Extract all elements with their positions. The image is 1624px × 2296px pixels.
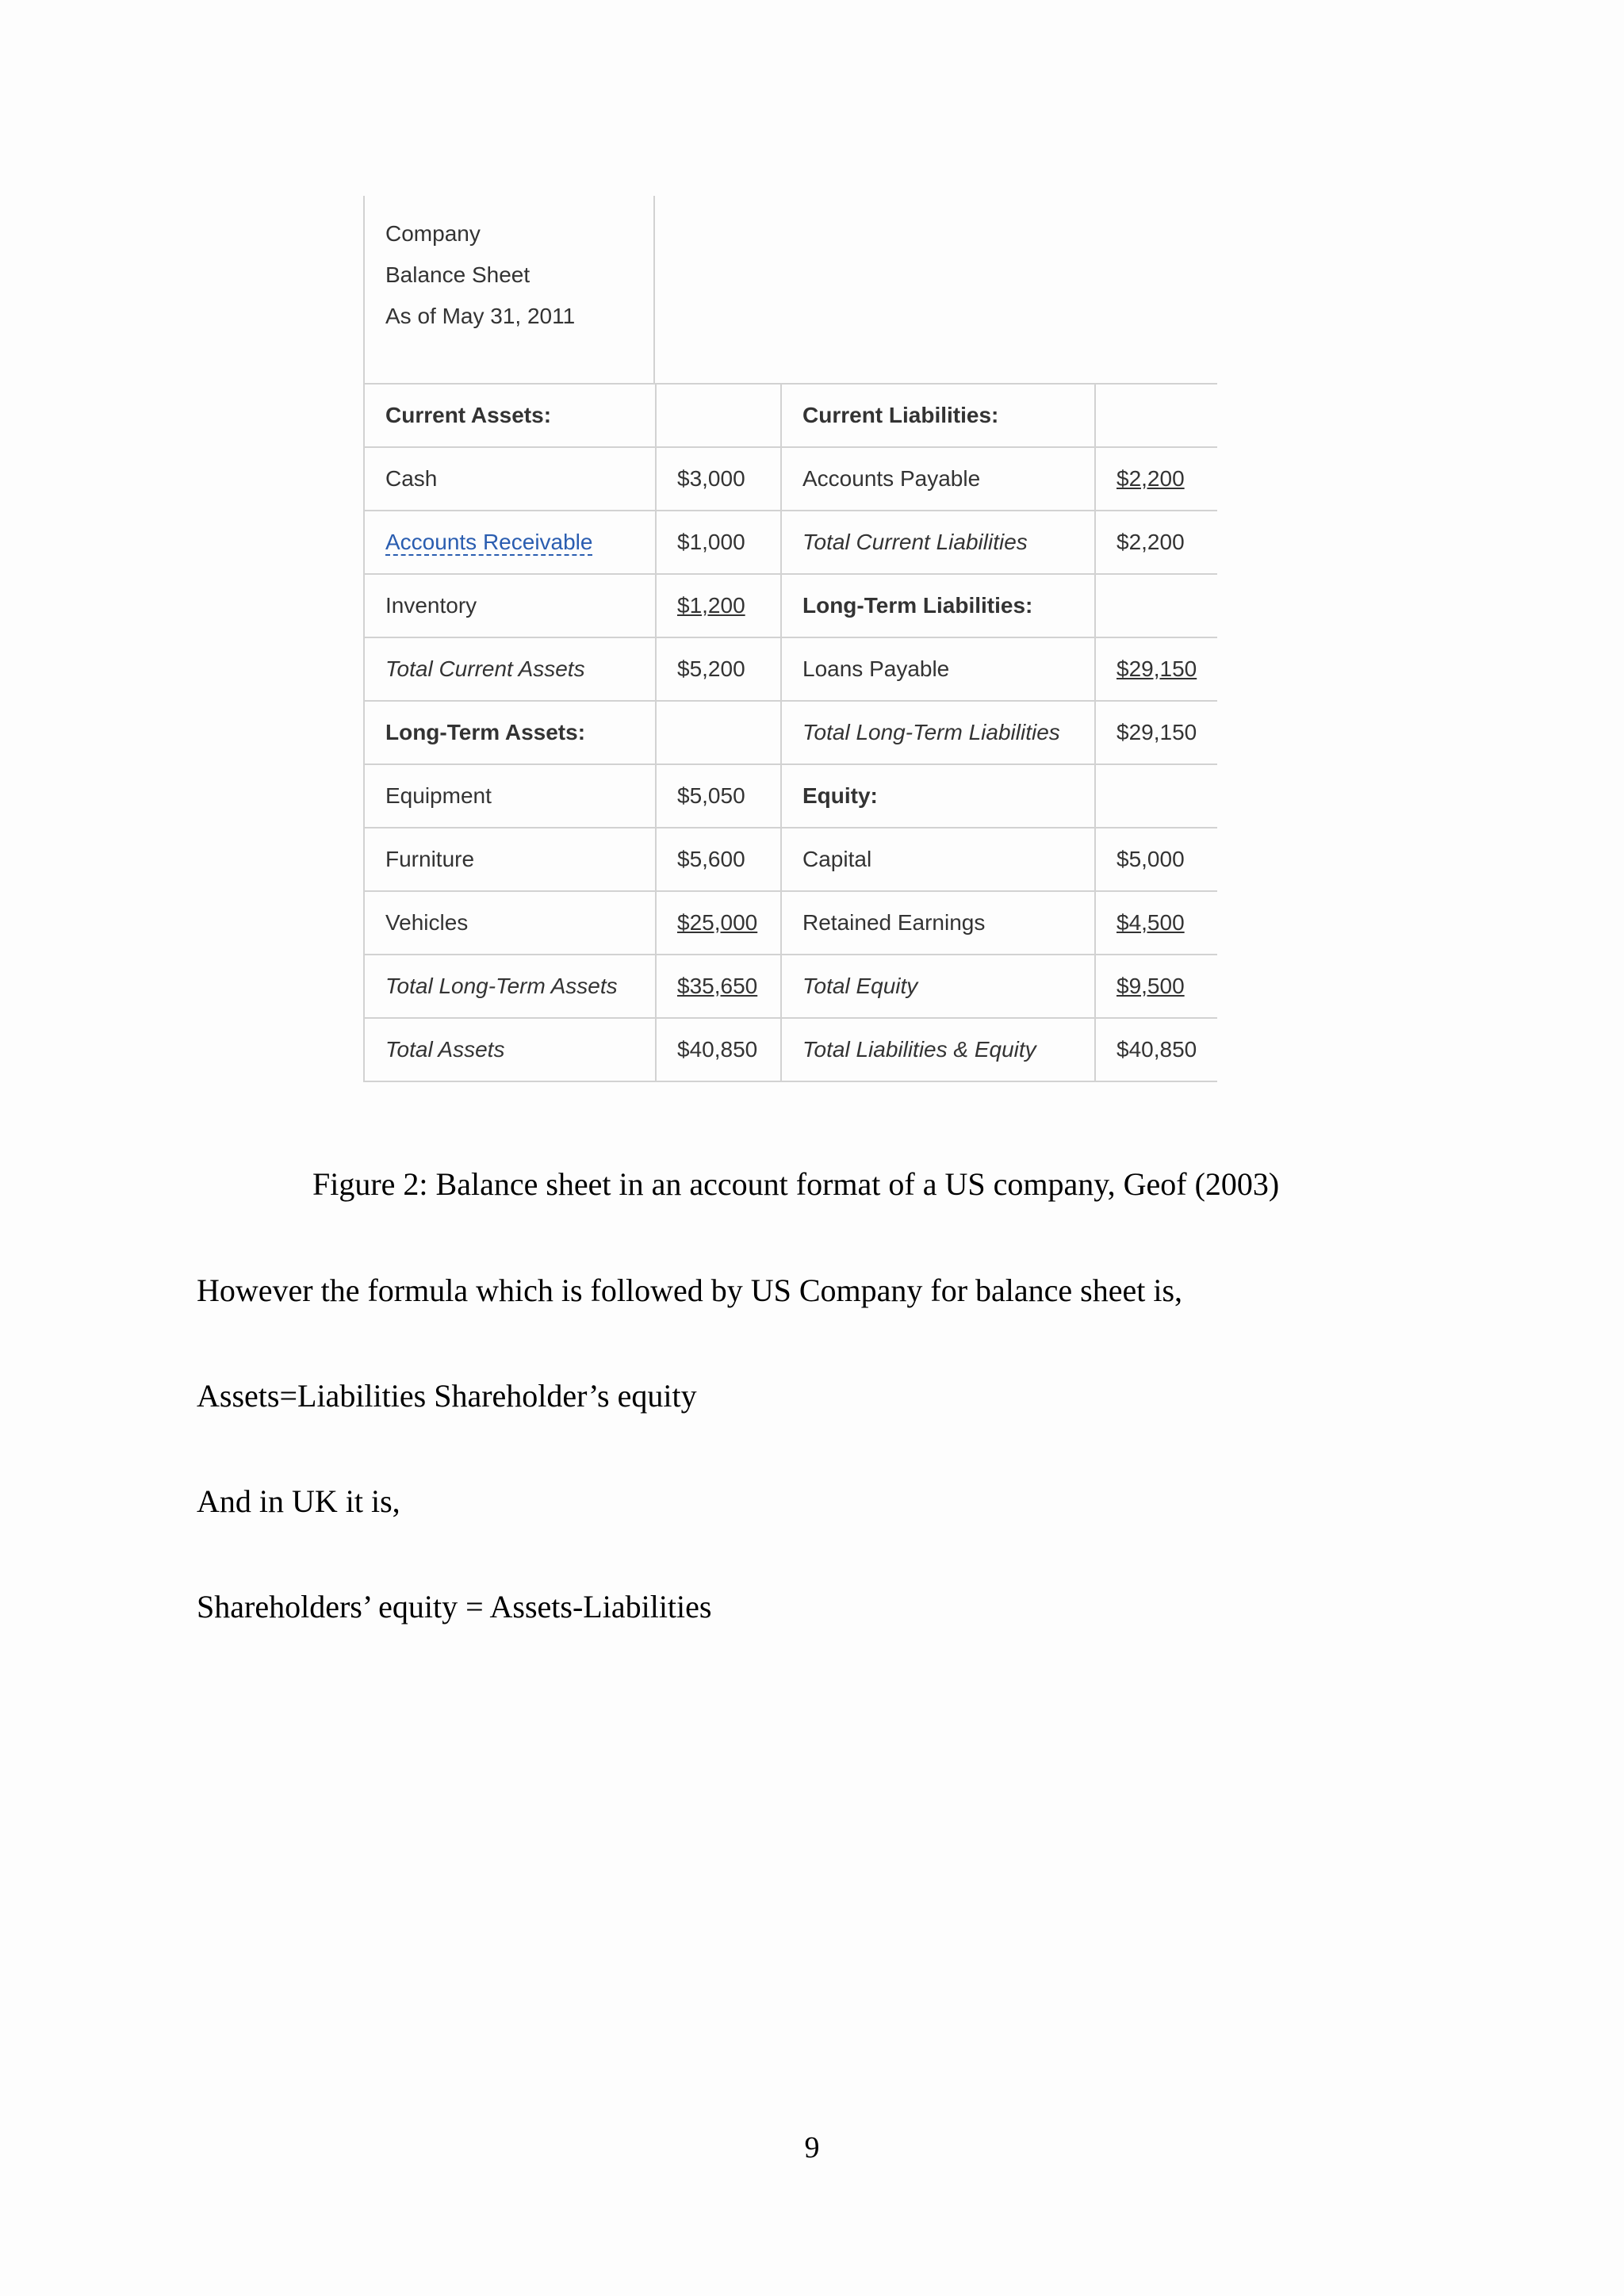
liability-label-cell bbox=[781, 511, 1095, 574]
asset-amount: $1,200 bbox=[677, 593, 745, 618]
asset-amount: $3,000 bbox=[677, 466, 745, 491]
liability-amount: $29,150 bbox=[1116, 656, 1197, 681]
asset-label: Equipment bbox=[385, 783, 492, 808]
table-row bbox=[364, 1018, 1217, 1081]
asset-amount-cell bbox=[656, 955, 781, 1018]
asset-label: Long-Term Assets: bbox=[385, 720, 586, 744]
liability-label: Retained Earnings bbox=[802, 910, 986, 935]
table-row bbox=[364, 511, 1217, 574]
liability-amount-cell bbox=[1095, 1018, 1217, 1081]
liability-label: Current Liabilities: bbox=[802, 403, 999, 427]
asset-label-cell bbox=[364, 637, 656, 701]
paragraph-uk-intro: And in UK it is, bbox=[197, 1483, 400, 1519]
asset-amount-cell bbox=[656, 384, 781, 447]
liability-amount: $2,200 bbox=[1116, 530, 1185, 554]
liability-amount-cell bbox=[1095, 574, 1217, 637]
liability-label-cell bbox=[781, 574, 1095, 637]
liability-label-cell bbox=[781, 764, 1095, 828]
asset-amount: $25,000 bbox=[677, 910, 758, 935]
asset-label: Furniture bbox=[385, 847, 475, 871]
liability-label-cell bbox=[781, 447, 1095, 511]
asset-label[interactable]: Accounts Receivable bbox=[385, 530, 593, 554]
liability-label-cell bbox=[781, 701, 1095, 764]
liability-amount: $4,500 bbox=[1116, 910, 1185, 935]
asset-label-cell bbox=[364, 764, 656, 828]
asset-label: Inventory bbox=[385, 593, 477, 618]
balance-sheet-heading bbox=[363, 196, 655, 383]
asset-label: Total Long-Term Assets bbox=[385, 974, 618, 998]
asset-amount: $1,000 bbox=[677, 530, 745, 554]
liability-label: Total Liabilities & Equity bbox=[802, 1037, 1036, 1062]
asset-label-cell bbox=[364, 891, 656, 955]
liability-label: Equity: bbox=[802, 783, 878, 808]
table-row bbox=[364, 637, 1217, 701]
liability-amount: $29,150 bbox=[1116, 720, 1197, 744]
table-row bbox=[364, 955, 1217, 1018]
asset-label-cell bbox=[364, 1018, 656, 1081]
table-row bbox=[364, 384, 1217, 447]
paragraph-us-formula: Assets=Liabilities Shareholder’s equity bbox=[197, 1378, 697, 1414]
asset-amount: $5,600 bbox=[677, 847, 745, 871]
asset-amount: $5,050 bbox=[677, 783, 745, 808]
asset-label: Total Current Assets bbox=[385, 656, 585, 681]
liability-label-cell bbox=[781, 1018, 1095, 1081]
liability-amount: $2,200 bbox=[1116, 466, 1185, 491]
asset-amount-cell bbox=[656, 574, 781, 637]
asset-amount-cell bbox=[656, 447, 781, 511]
asset-label-cell bbox=[364, 701, 656, 764]
asset-label-cell bbox=[364, 511, 656, 574]
liability-amount-cell bbox=[1095, 511, 1217, 574]
table-row bbox=[364, 891, 1217, 955]
asset-amount-cell bbox=[656, 891, 781, 955]
figure-caption: Figure 2: Balance sheet in an account format of a US company, Geof (2003) bbox=[312, 1166, 1280, 1202]
asset-amount-cell bbox=[656, 701, 781, 764]
sheet-title: Balance Sheet bbox=[385, 262, 530, 287]
liability-amount-cell bbox=[1095, 447, 1217, 511]
asset-label: Total Assets bbox=[385, 1037, 505, 1062]
page-number: 9 bbox=[804, 2131, 820, 2164]
balance-sheet-figure bbox=[363, 196, 1218, 1076]
asset-amount: $35,650 bbox=[677, 974, 758, 998]
asset-label-cell bbox=[364, 447, 656, 511]
asset-label-cell bbox=[364, 828, 656, 891]
liability-label: Accounts Payable bbox=[802, 466, 981, 491]
asset-amount-cell bbox=[656, 828, 781, 891]
liability-label-cell bbox=[781, 384, 1095, 447]
liability-amount-cell bbox=[1095, 764, 1217, 828]
asset-label-cell bbox=[364, 574, 656, 637]
liability-amount-cell bbox=[1095, 384, 1217, 447]
liability-amount: $40,850 bbox=[1116, 1037, 1197, 1062]
liability-label: Total Current Liabilities bbox=[802, 530, 1028, 554]
table-row bbox=[364, 701, 1217, 764]
asset-amount-cell bbox=[656, 1018, 781, 1081]
asset-amount-cell bbox=[656, 511, 781, 574]
liability-amount-cell bbox=[1095, 701, 1217, 764]
liability-label: Loans Payable bbox=[802, 656, 950, 681]
liability-amount-cell bbox=[1095, 955, 1217, 1018]
liability-amount-cell bbox=[1095, 891, 1217, 955]
liability-label: Total Equity bbox=[802, 974, 918, 998]
table-row bbox=[364, 574, 1217, 637]
liability-label: Capital bbox=[802, 847, 872, 871]
asset-amount: $40,850 bbox=[677, 1037, 758, 1062]
asset-label: Cash bbox=[385, 466, 438, 491]
asset-label: Current Assets: bbox=[385, 403, 552, 427]
balance-sheet-table bbox=[363, 383, 1217, 1082]
liability-label: Total Long-Term Liabilities bbox=[802, 720, 1060, 744]
liability-amount-cell bbox=[1095, 637, 1217, 701]
liability-amount: $9,500 bbox=[1116, 974, 1185, 998]
paragraph-formula-intro: However the formula which is followed by US Company for balance sheet is, bbox=[197, 1272, 1183, 1308]
liability-amount: $5,000 bbox=[1116, 847, 1185, 871]
asset-amount-cell bbox=[656, 764, 781, 828]
liability-label-cell bbox=[781, 828, 1095, 891]
company-name: Company bbox=[385, 221, 481, 246]
sheet-date: As of May 31, 2011 bbox=[385, 304, 576, 328]
paragraph-uk-formula: Shareholders’ equity = Assets-Liabilities bbox=[197, 1589, 712, 1624]
liability-label: Long-Term Liabilities: bbox=[802, 593, 1033, 618]
asset-label: Vehicles bbox=[385, 910, 469, 935]
liability-label-cell bbox=[781, 955, 1095, 1018]
table-row bbox=[364, 447, 1217, 511]
asset-label-cell bbox=[364, 384, 656, 447]
asset-amount-cell bbox=[656, 637, 781, 701]
table-row bbox=[364, 764, 1217, 828]
liability-label-cell bbox=[781, 637, 1095, 701]
asset-amount: $5,200 bbox=[677, 656, 745, 681]
asset-label-cell bbox=[364, 955, 656, 1018]
table-row bbox=[364, 828, 1217, 891]
liability-amount-cell bbox=[1095, 828, 1217, 891]
liability-label-cell bbox=[781, 891, 1095, 955]
